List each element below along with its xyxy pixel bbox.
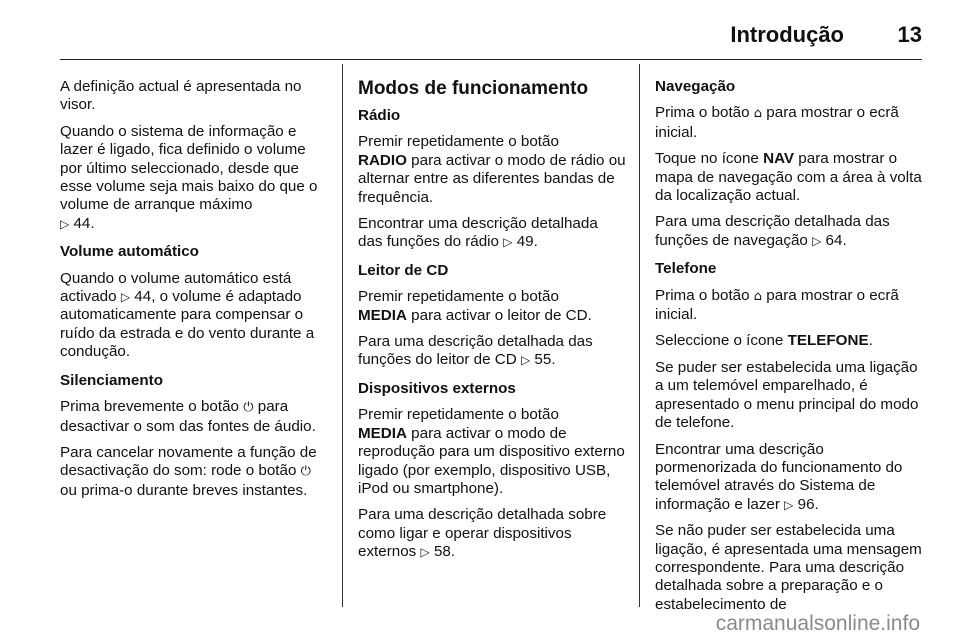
paragraph: Prima o botão ⌂ para mostrar o ecrã inicial. bbox=[655, 104, 899, 141]
column-divider bbox=[342, 64, 343, 607]
subheading: Volume automático bbox=[60, 243, 199, 261]
subheading: Navegação bbox=[655, 78, 736, 95]
section-heading: Modos de funcionamento bbox=[358, 78, 589, 99]
page-reference[interactable]: 64. bbox=[825, 231, 847, 249]
paragraph: Premir repetidamente o botão MEDIA para activar o modo de reprodução para um dispositivo externo ligado (por exemplo, dispositivo USB, iPod ou smartphone). bbox=[358, 406, 625, 497]
subheading: Rádio bbox=[358, 107, 401, 124]
column-1 bbox=[60, 78, 330, 508]
power-button-icon: ⏻ bbox=[300, 464, 311, 480]
subheading: Leitor de CD bbox=[358, 261, 449, 279]
button-name: RADIO bbox=[358, 151, 407, 169]
paragraph: Quando o sistema de informação e lazer é ligado, fica definido o volume por último seleccionado, desde que esse volume seja mais baixo do que o volume de arranque máximo ▷ 44. bbox=[60, 122, 318, 232]
button-name: TELEFONE bbox=[787, 332, 869, 350]
page-reference[interactable]: 44 bbox=[134, 288, 152, 306]
page-ref-arrow-icon: ▷ bbox=[520, 353, 531, 368]
power-button-icon: ⏻ bbox=[243, 400, 254, 416]
column-divider bbox=[639, 64, 640, 607]
subheading: Dispositivos externos bbox=[358, 379, 516, 397]
paragraph: Para cancelar novamente a função de desactivação do som: rode o botão ⏻ ou prima-o durante breves instantes. bbox=[60, 443, 317, 499]
paragraph: Encontrar uma descrição detalhada das funções do rádio ▷ 49. bbox=[358, 215, 598, 251]
page-title: Introdução bbox=[730, 22, 844, 47]
page-ref-arrow-icon: ▷ bbox=[60, 216, 70, 231]
button-name: NAV bbox=[763, 150, 795, 168]
subheading: Telefone bbox=[655, 260, 717, 278]
paragraph: Para uma descrição detalhada das funções de navegação ▷ 64. bbox=[655, 213, 890, 249]
home-button-icon: ⌂ bbox=[753, 288, 763, 304]
paragraph: Se puder ser estabelecida uma ligação a um telemóvel emparelhado, é apresentado o menu principal do modo de telefone. bbox=[655, 358, 919, 432]
paragraph: Seleccione o ícone TELEFONE. bbox=[655, 332, 873, 350]
paragraph: Para uma descrição detalhada sobre como ligar e operar dispositivos externos ▷ 58. bbox=[358, 506, 607, 561]
paragraph: Toque no ícone NAV para mostrar o mapa de navegação com a área à volta da localização actual. bbox=[655, 150, 922, 205]
paragraph: Encontrar uma descrição pormenorizada do funcionamento do telemóvel através do Sistema de informação e lazer ▷ 96. bbox=[655, 440, 903, 513]
button-name: MEDIA bbox=[358, 424, 407, 442]
paragraph: Quando o volume automático está activado ▷ 44, o volume é adaptado automaticamente para compensar o ruído da estrada e do vento durante a condução. bbox=[60, 269, 315, 361]
column-3 bbox=[655, 78, 927, 622]
column-2 bbox=[358, 78, 626, 570]
page-number: 13 bbox=[897, 22, 922, 47]
paragraph: Se não puder ser estabelecida uma ligação, é apresentada uma mensagem correspondente. Para uma descrição detalhada sobre a preparação e o estabelecimento de bbox=[655, 522, 922, 613]
paragraph: Para uma descrição detalhada das funções do leitor de CD ▷ 55. bbox=[358, 333, 593, 369]
page-header bbox=[60, 14, 922, 60]
page-ref-arrow-icon: ▷ bbox=[812, 233, 822, 248]
subheading: Silenciamento bbox=[60, 371, 163, 389]
paragraph: Premir repetidamente o botão RADIO para activar o modo de rádio ou alternar entre as diferentes bandas de frequência. bbox=[358, 133, 626, 206]
watermark: carmanualsonline.info bbox=[715, 612, 920, 635]
button-name: MEDIA bbox=[358, 306, 407, 324]
page-reference[interactable]: 49. bbox=[516, 233, 538, 251]
page-ref-arrow-icon: ▷ bbox=[784, 497, 794, 512]
page-reference[interactable]: 44. bbox=[73, 214, 95, 232]
page-ref-arrow-icon: ▷ bbox=[503, 235, 513, 250]
page-ref-arrow-icon: ▷ bbox=[120, 290, 131, 305]
page-reference[interactable]: 96. bbox=[797, 495, 819, 513]
paragraph: Prima brevemente o botão ⏻ para desactivar o som das fontes de áudio. bbox=[60, 398, 316, 435]
header-rule bbox=[60, 59, 922, 60]
home-button-icon: ⌂ bbox=[753, 106, 763, 122]
paragraph: Premir repetidamente o botão MEDIA para activar o leitor de CD. bbox=[358, 288, 592, 324]
page-reference[interactable]: 55. bbox=[534, 351, 556, 369]
page-ref-arrow-icon: ▷ bbox=[420, 545, 430, 560]
paragraph: A definição actual é apresentada no visor. bbox=[60, 78, 302, 114]
page-reference[interactable]: 58. bbox=[433, 543, 456, 561]
paragraph: Prima o botão ⌂ para mostrar o ecrã inicial. bbox=[655, 286, 899, 324]
